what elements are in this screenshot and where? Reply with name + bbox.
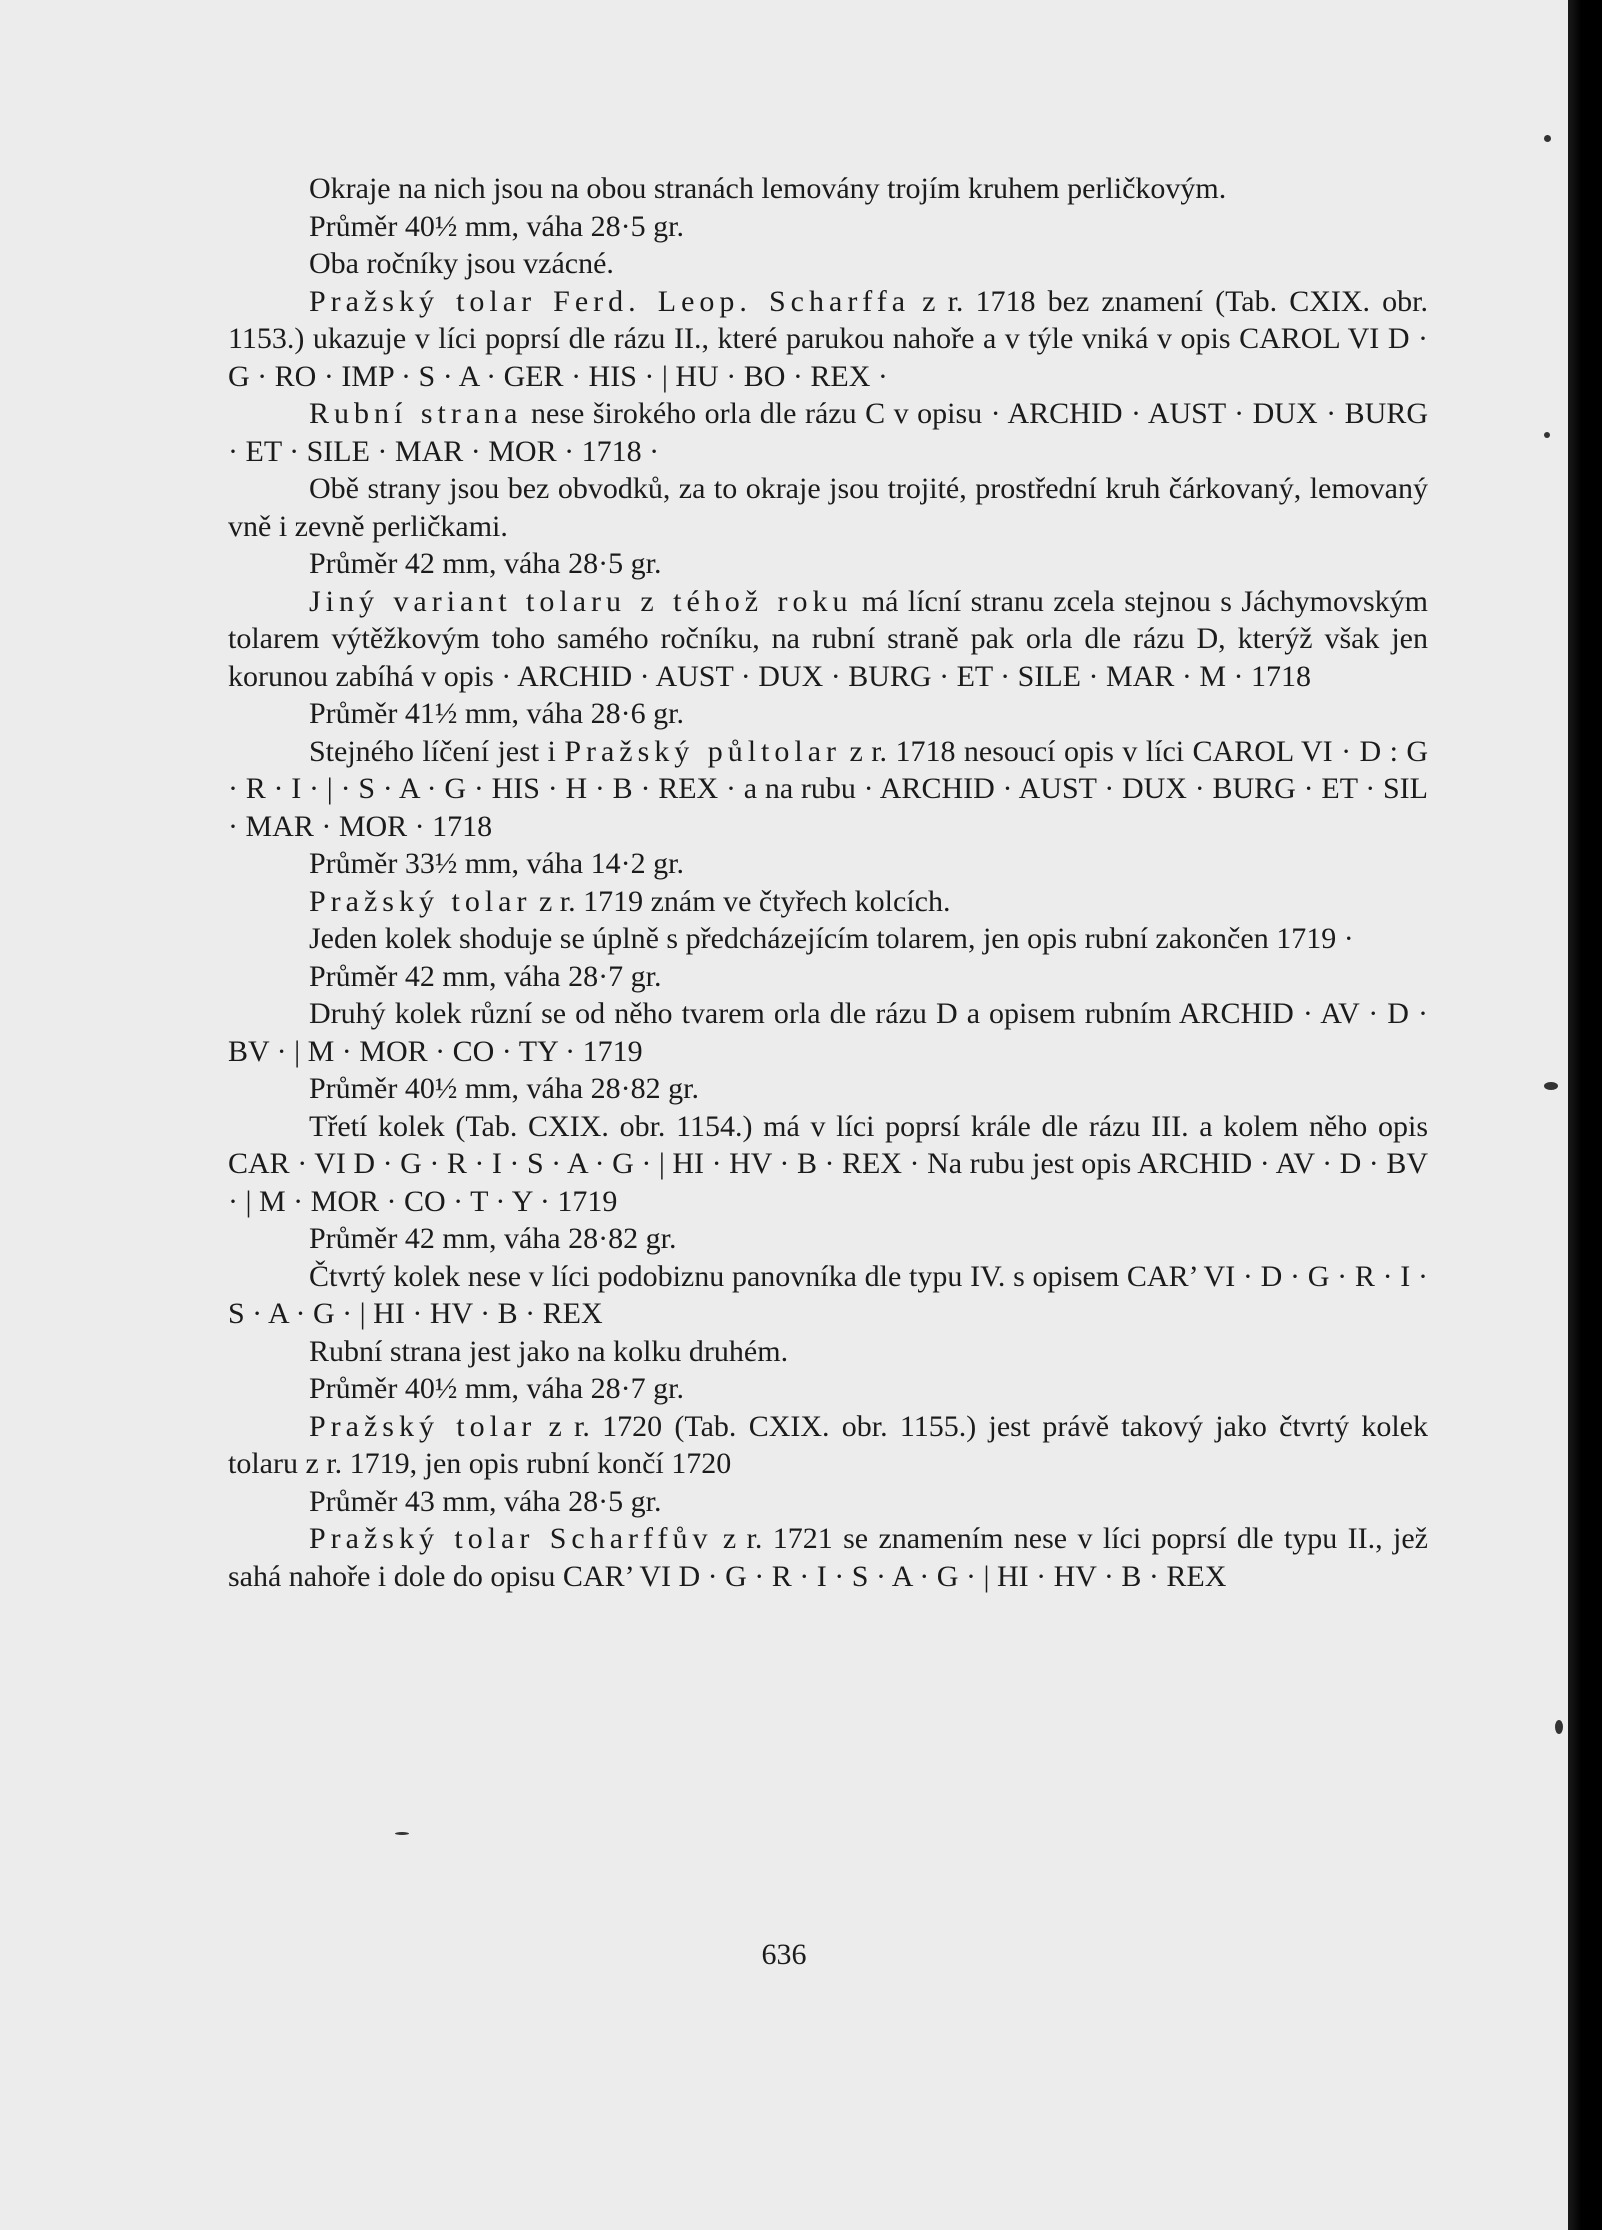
spaced-heading: Pražský půltolar bbox=[564, 734, 842, 768]
scan-speck bbox=[1544, 135, 1551, 142]
paragraph: Oba ročníky jsou vzácné. bbox=[309, 247, 614, 280]
paragraph: Průměr 43 mm, váha 28·5 gr. bbox=[309, 1484, 662, 1518]
paragraph: Pražský tolar z r. 1720 (Tab. CXIX. obr. 1155.) jest právě takový jako čtvrtý kolek tolaru z r. 1719, jen opis rubní končí 1720 bbox=[228, 1409, 1428, 1480]
spaced-heading: Jiný variant tolaru z téhož roku bbox=[309, 584, 853, 618]
paragraph: Pražský tolar Ferd. Leop. Scharffa z r. 1718 bez znamení (Tab. CXIX. obr. 1153.) ukazuje v líci poprsí dle rázu II., které parukou nahoře a v týle vniká v opis CAROL VI D · G · RO · IMP · S · A · GER · HIS · | HU · BO · REX · bbox=[228, 284, 1428, 393]
scan-speck bbox=[1555, 1720, 1563, 1734]
paragraph: Rubní strana jest jako na kolku druhém. bbox=[309, 1334, 789, 1368]
spaced-heading: Rubní strana bbox=[309, 397, 523, 430]
paragraph: Jiný variant tolaru z téhož roku má lícní stranu zcela stejnou s Jáchymovským tolarem výtěžkovým toho samého ročníku, na rubní straně pak orla dle rázu D, kterýž však jen korunou zabíhá v opis · ARCHID · AUST · DUX · BURG · ET · SILE · MAR · M · 1718 bbox=[228, 584, 1428, 693]
paragraph: Průměr 40½ mm, váha 28·7 gr. bbox=[309, 1372, 684, 1405]
paragraph: Pražský tolar z r. 1719 znám ve čtyřech kolcích. bbox=[309, 884, 951, 918]
paragraph: Jeden kolek shoduje se úplně s předcházejícím tolarem, jen opis rubní zakončen 1719 · bbox=[309, 922, 1354, 955]
paragraph: Průměr 42 mm, váha 28·82 gr. bbox=[309, 1222, 677, 1255]
paragraph: Průměr 33½ mm, váha 14·2 gr. bbox=[309, 847, 684, 880]
paragraph: Obě strany jsou bez obvodků, za to okraje jsou trojité, prostřední kruh čárkovaný, lemovaný vně i zevně perličkami. bbox=[228, 472, 1428, 543]
paragraph: Stejného líčení jest i Pražský půltolar z r. 1718 nesoucí opis v líci CAROL VI · D : G · R · I · | · S · A · G · HIS · H · B · REX · a na rubu · ARCHID · AUST · DUX · BURG · ET · SIL · MAR · MOR · 1718 bbox=[228, 734, 1428, 843]
spaced-heading: Pražský tolar bbox=[309, 1409, 537, 1443]
paragraph: Rubní strana nese širokého orla dle rázu C v opisu · ARCHID · AUST · DUX · BURG · ET · SILE · MAR · MOR · 1718 · bbox=[228, 397, 1428, 468]
paragraph: Průměr 41½ mm, váha 28·6 gr. bbox=[309, 697, 684, 730]
page-edge-shadow bbox=[1568, 0, 1602, 2230]
paragraph: Průměr 40½ mm, váha 28·82 gr. bbox=[309, 1072, 699, 1105]
paragraph: Okraje na nich jsou na obou stranách lemovány trojím kruhem perličkovým. bbox=[309, 172, 1227, 205]
spaced-heading: Pražský tolar Ferd. Leop. Scharffa bbox=[309, 284, 911, 318]
paragraph: Druhý kolek různí se od něho tvarem orla dle rázu D a opisem rubním ARCHID · AV · D · BV · | M · MOR · CO · TY · 1719 bbox=[228, 997, 1428, 1068]
paragraph: Čtvrtý kolek nese v líci podobiznu panovníka dle typu IV. s opisem CAR’ VI · D · G · R · I · S · A · G · | HI · HV · B · REX bbox=[228, 1259, 1428, 1330]
paragraph: Průměr 40½ mm, váha 28·5 gr. bbox=[309, 209, 684, 243]
spaced-heading: Pražský tolar bbox=[309, 884, 532, 918]
paragraph: Třetí kolek (Tab. CXIX. obr. 1154.) má v líci poprsí krále dle rázu III. a kolem něho opis CAR · VI D · G · R · I · S · A · G · | HI · HV · B · REX · Na rubu jest opis ARCHID · AV · D · BV · | M · MOR · CO · T · Y · 1719 bbox=[228, 1109, 1428, 1218]
paragraph: Průměr 42 mm, váha 28·7 gr. bbox=[309, 959, 662, 993]
paragraph: Pražský tolar Scharffův z r. 1721 se znamením nese v líci poprsí dle typu II., jež sahá nahoře i dole do opisu CAR’ VI D · G · R · I · S · A · G · | HI · HV · B · REX bbox=[228, 1522, 1428, 1593]
body-text bbox=[228, 170, 1428, 1595]
page-number: 636 bbox=[761, 1938, 807, 1971]
scan-speck bbox=[395, 1832, 409, 1835]
spaced-heading: Pražský tolar Scharffův bbox=[309, 1522, 713, 1555]
scan-speck bbox=[1544, 432, 1550, 438]
paragraph: Průměr 42 mm, váha 28·5 gr. bbox=[309, 547, 662, 580]
scan-speck bbox=[1544, 1082, 1558, 1090]
